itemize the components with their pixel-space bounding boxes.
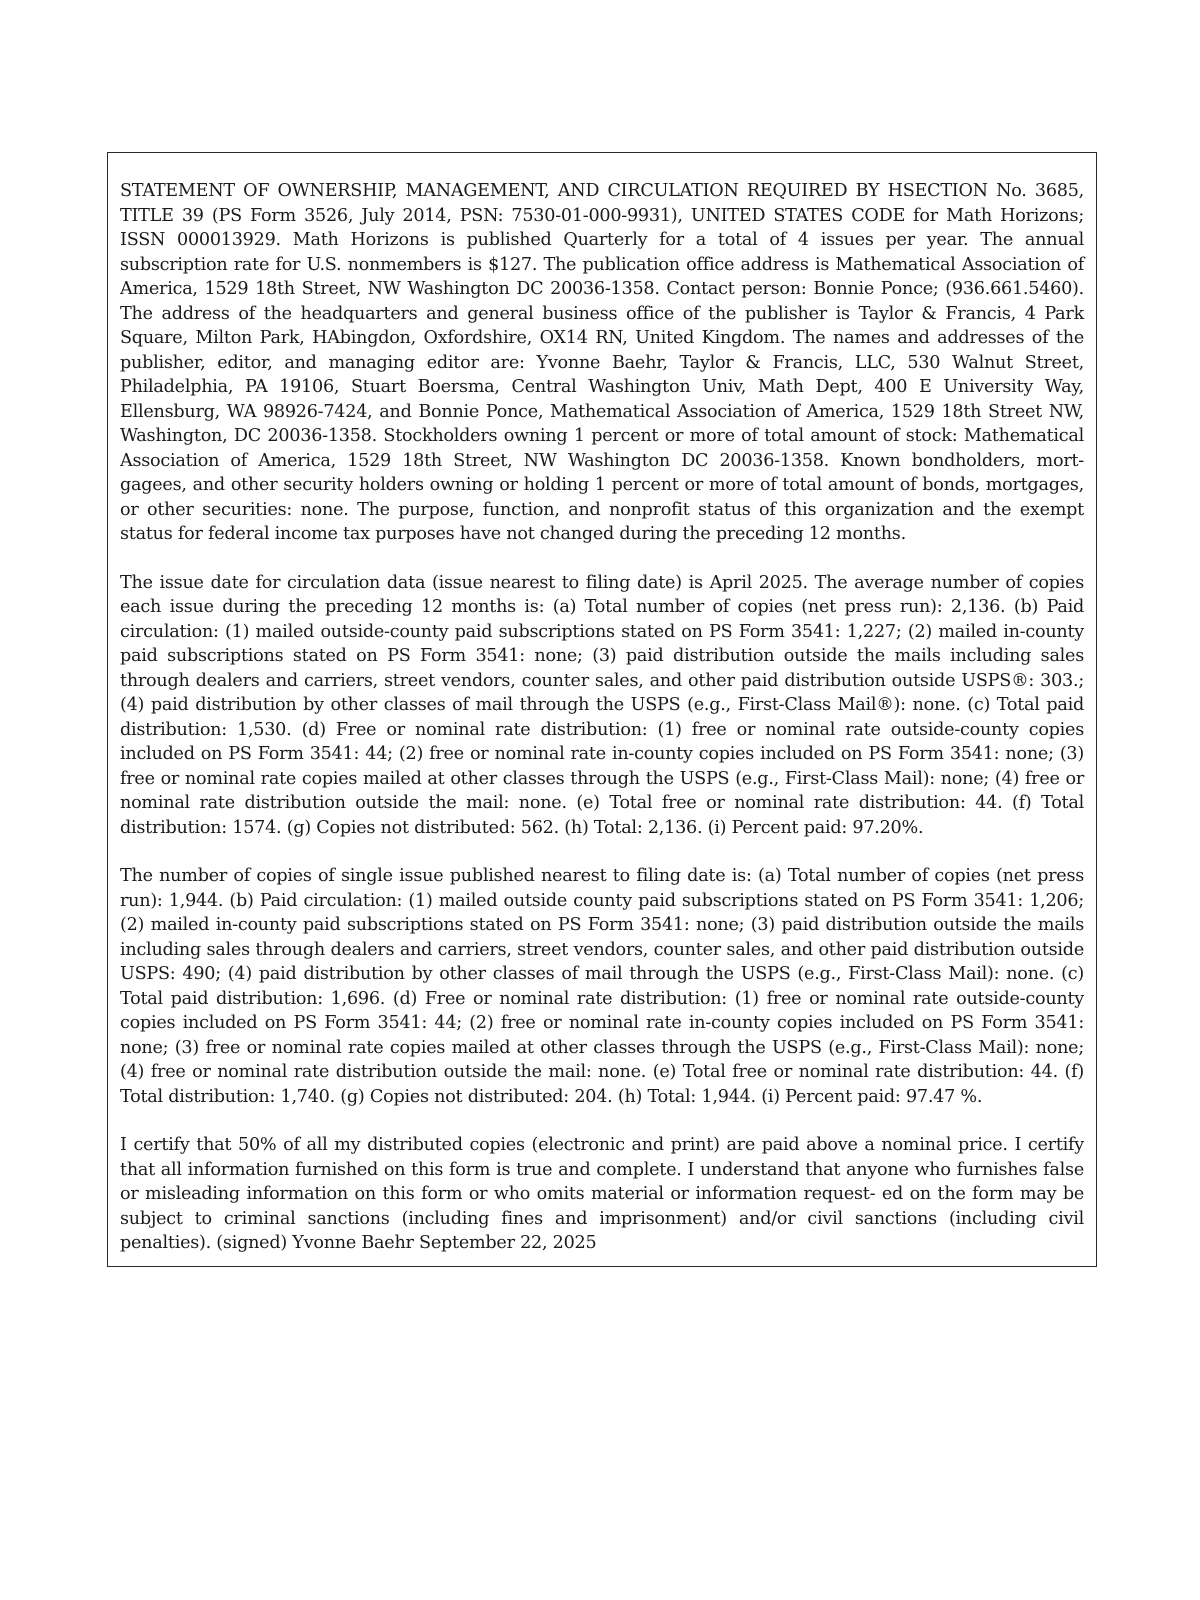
ownership-paragraph: STATEMENT OF OWNERSHIP, MANAGEMENT, AND CIRCULATION REQUIRED BY HSECTION No. 3685, TITLE 39 (PS Form 3526, July 2014, PSN: 7530-01-000-9931), UNITED STATES CODE for Math Horizons; ISSN 000013929. Math Horizons is published Quarterly for a total of 4 issues per year. The annual subscription rate for U.S. nonmembers is $127. The publication office address is Mathematical Association of America, 1529 18th Street, NW Washington DC 20036-1358. Contact person: Bonnie Ponce; (936.661.5460). The address of the headquarters and general business office of the publisher is Taylor & Francis, 4 Park Square, Milton Park, HAbingdon, Oxfordshire, OX14 RN, United Kingdom. The names and addresses of the publisher, editor, and managing editor are: Yvonne Baehr, Taylor & Francis, LLC, 530 Walnut Street, Philadelphia, PA 19106, Stuart Boersma, Central Washington Univ, Math Dept, 400 E University Way, Ellensburg, WA 98926-7424, and Bonnie Ponce, Mathematical Association of America, 1529 18th Street NW, Washington, DC 20036-1358. Stockholders owning 1 percent or more of total amount of stock: Mathematical Association of America, 1529 18th Street, NW Washington DC 20036-1358. Known bondholders, mort- gagees, and other security holders owning or holding 1 percent or more of total amount of bonds, mortgages, or other securities: none. The purpose, function, and nonprofit status of this organization and the exempt status for federal income tax purposes have not changed during the preceding 12 months. — [120, 181, 1084, 544]
single-issue-circulation-paragraph: The number of copies of single issue published nearest to filing date is: (a) Total number of copies (net press run): 1,944. (b) Paid circulation: (1) mailed outside county paid subscriptions stated on PS Form 3541: 1,206; (2) mailed in-county paid subscriptions stated on PS Form 3541: none; (3) paid distribution outside the mails including sales through dealers and carriers, street vendors, counter sales, and other paid distribution outside USPS: 490; (4) paid distribution by other classes of mail through the USPS (e.g., First-Class Mail): none. (c) Total paid distribution: 1,696. (d) Free or nominal rate distribution: (1) free or nominal rate outside-county copies included on PS Form 3541: 44; (2) free or nominal rate in-county copies included on PS Form 3541: none; (3) free or nominal rate copies mailed at other classes through the USPS (e.g., First-Class Mail): none; (4) free or nominal rate distribution outside the mail: none. (e) Total free or nominal rate distribution: 44. (f) Total distribution: 1,740. (g) Copies not distributed: 204. (h) Total: 1,944. (i) Percent paid: 97.47 %. — [120, 866, 1084, 1107]
certification-paragraph: I certify that 50% of all my distributed copies (electronic and print) are paid above a nominal price. I certify that all information furnished on this form is true and complete. I understand that anyone who furnishes false or misleading information on this form or who omits material or information request- ed on the form may be subject to criminal sanctions (including fines and imprisonment) and/or civil sanctions (including civil penalties). (signed) Yvonne Baehr September 22, 2025 — [120, 1135, 1084, 1253]
average-circulation-paragraph: The issue date for circulation data (issue nearest to filing date) is April 2025. The average number of copies each issue during the preceding 12 months is: (a) Total number of copies (net press run): 2,136. (b) Paid circulation: (1) mailed outside-county paid subscriptions stated on PS Form 3541: 1,227; (2) mailed in-county paid subscriptions stated on PS Form 3541: none; (3) paid distribution outside the mails including sales through dealers and carriers, street vendors, counter sales, and other paid distribution outside USPS®: 303.; (4) paid distribution by other classes of mail through the USPS (e.g., First-Class Mail®): none. (c) Total paid distribution: 1,530. (d) Free or nominal rate distribution: (1) free or nominal rate outside-county copies included on PS Form 3541: 44; (2) free or nominal rate in-county copies included on PS Form 3541: none; (3) free or nominal rate copies mailed at other classes through the USPS (e.g., First-Class Mail): none; (4) free or nominal rate distribution outside the mail: none. (e) Total free or nominal rate distribution: 44. (f) Total distribution: 1574. (g) Copies not distributed: 562. (h) Total: 2,136. (i) Percent paid: 97.20%. — [120, 572, 1084, 838]
statement-box — [107, 152, 1097, 1267]
